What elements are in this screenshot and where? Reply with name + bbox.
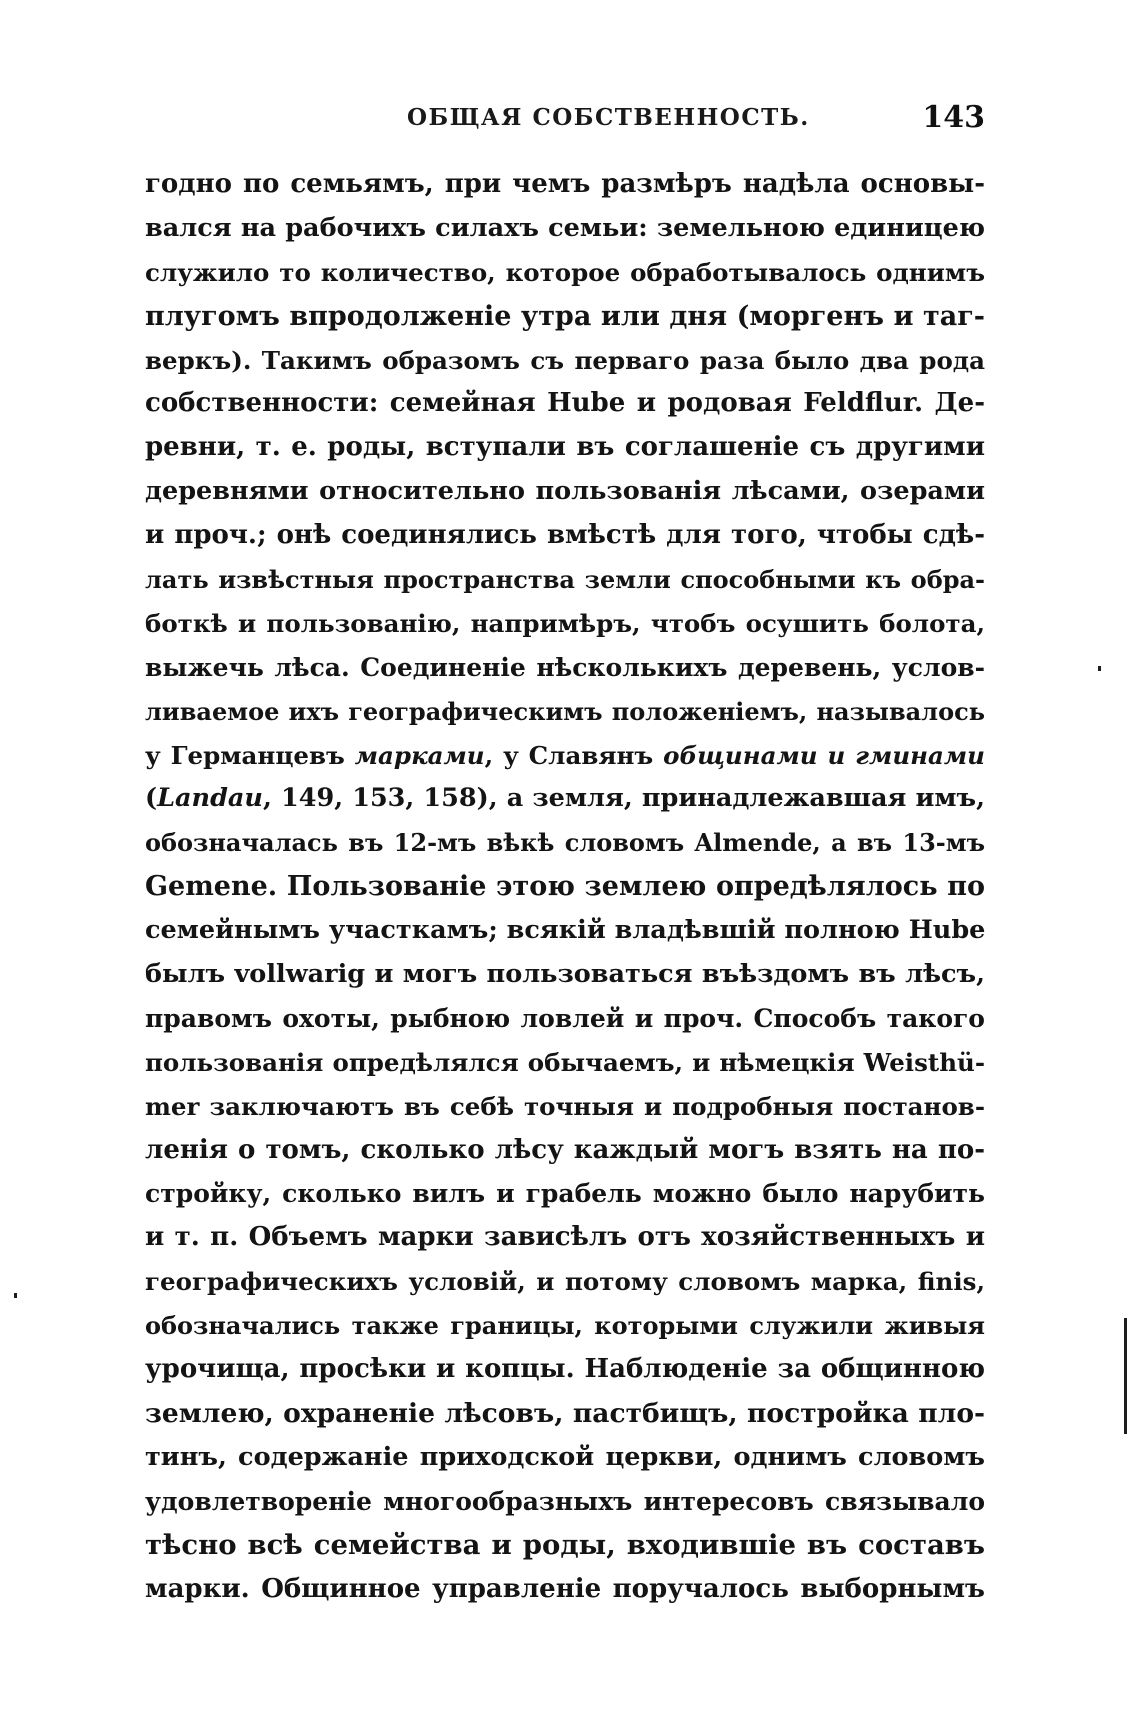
text-line: веркъ). Такимъ образомъ съ перваго раза было два рода: [145, 345, 985, 375]
text-line: годно по семьямъ, при чемъ размѣръ надѣла основы-: [145, 169, 985, 199]
text-line: марки. Общинное управленіе поручалось выборнымъ: [145, 1573, 985, 1604]
text-line: у Германцевъ марками, у Славянъ общинами и гминами: [145, 740, 985, 770]
text-line: географическихъ условій, и потому словомъ марка, finis,: [145, 1267, 985, 1297]
text-line: тѣсно всѣ семейства и роды, входившіе въ составъ: [145, 1528, 985, 1561]
text-line: и т. п. Объемъ марки зависѣлъ отъ хозяйственныхъ и: [145, 1222, 985, 1253]
text-line: правомъ охоты, рыбною ловлей и проч. Способъ такого: [145, 1003, 985, 1033]
text-line: и проч.; онѣ соединялись вмѣстѣ для того, чтобы сдѣ-: [145, 520, 985, 551]
text-line: обозначалась въ 12-мъ вѣкѣ словомъ Almende, а въ 13-мъ: [145, 828, 985, 858]
text-line: вался на рабочихъ силахъ семьи: земельною единицею: [145, 212, 985, 243]
text-line: служило то количество, которое обработывалось однимъ: [145, 257, 985, 287]
scan-edge-mark: [1124, 1318, 1127, 1434]
text-line: собственности: семейная Hube и родовая Feldflur. Де-: [145, 388, 985, 419]
text-line: землею, охраненіе лѣсовъ, пастбищъ, постройка пло-: [145, 1397, 985, 1429]
running-title: ОБЩАЯ СОБСТВЕННОСТЬ.: [407, 104, 810, 131]
text-line: пользованія опредѣлялся обычаемъ, и нѣмецкія Weisthü-: [145, 1047, 985, 1077]
text-line: выжечь лѣса. Соединеніе нѣсколькихъ деревень, услов-: [145, 652, 985, 682]
text-line: семейнымъ участкамъ; всякій владѣвшій полною Hube: [145, 915, 985, 946]
text-line: ревни, т. е. роды, вступали въ соглашеніе съ другими: [145, 432, 985, 463]
text-line: деревнями относительно пользованія лѣсами, озерами: [145, 476, 985, 507]
text-line: удовлетвореніе многообразныхъ интересовъ связывало: [145, 1486, 985, 1516]
body-text: [145, 163, 985, 1611]
text-line: урочища, просѣки и копцы. Наблюденіе за общинною: [145, 1354, 985, 1385]
italic-term: марками: [354, 740, 485, 770]
scan-speck: [14, 1293, 17, 1298]
italic-term: гминами: [855, 740, 985, 770]
text-line: ленія о томъ, сколько лѣсу каждый могъ взять на по-: [145, 1134, 985, 1165]
scan-speck: [1098, 666, 1101, 671]
running-head: [145, 100, 985, 140]
text-line: ливаемое ихъ географическимъ положеніемъ, называлось: [145, 696, 985, 726]
page-number: 143: [922, 100, 985, 135]
text-line: лать извѣстныя пространства земли способными къ обра-: [145, 565, 985, 595]
italic-term: общинами: [663, 740, 818, 770]
text-line: былъ vollwarig и могъ пользоваться въѣздомъ въ лѣсъ,: [145, 959, 985, 990]
text-line: стройку, сколько вилъ и грабель можно было нарубить: [145, 1179, 985, 1209]
text-line: боткѣ и пользованію, напримѣръ, чтобъ осушить болота,: [145, 608, 985, 638]
text-line: обозначались также границы, которыми служили живыя: [145, 1311, 985, 1341]
text-line: (Landau, 149, 153, 158), а земля, принадлежавшая имъ,: [145, 783, 985, 814]
text-line: плугомъ впродолженіе утра или дня (моргенъ и таг-: [145, 300, 985, 332]
text-line: mer заключаютъ въ себѣ точныя и подробныя постанов-: [145, 1091, 985, 1121]
italic-citation: Landau: [157, 783, 263, 814]
text-line: Gemene. Пользованіе этою землею опредѣлялось по: [145, 871, 985, 903]
text-line: тинъ, содержаніе приходской церкви, однимъ словомъ: [145, 1441, 985, 1472]
